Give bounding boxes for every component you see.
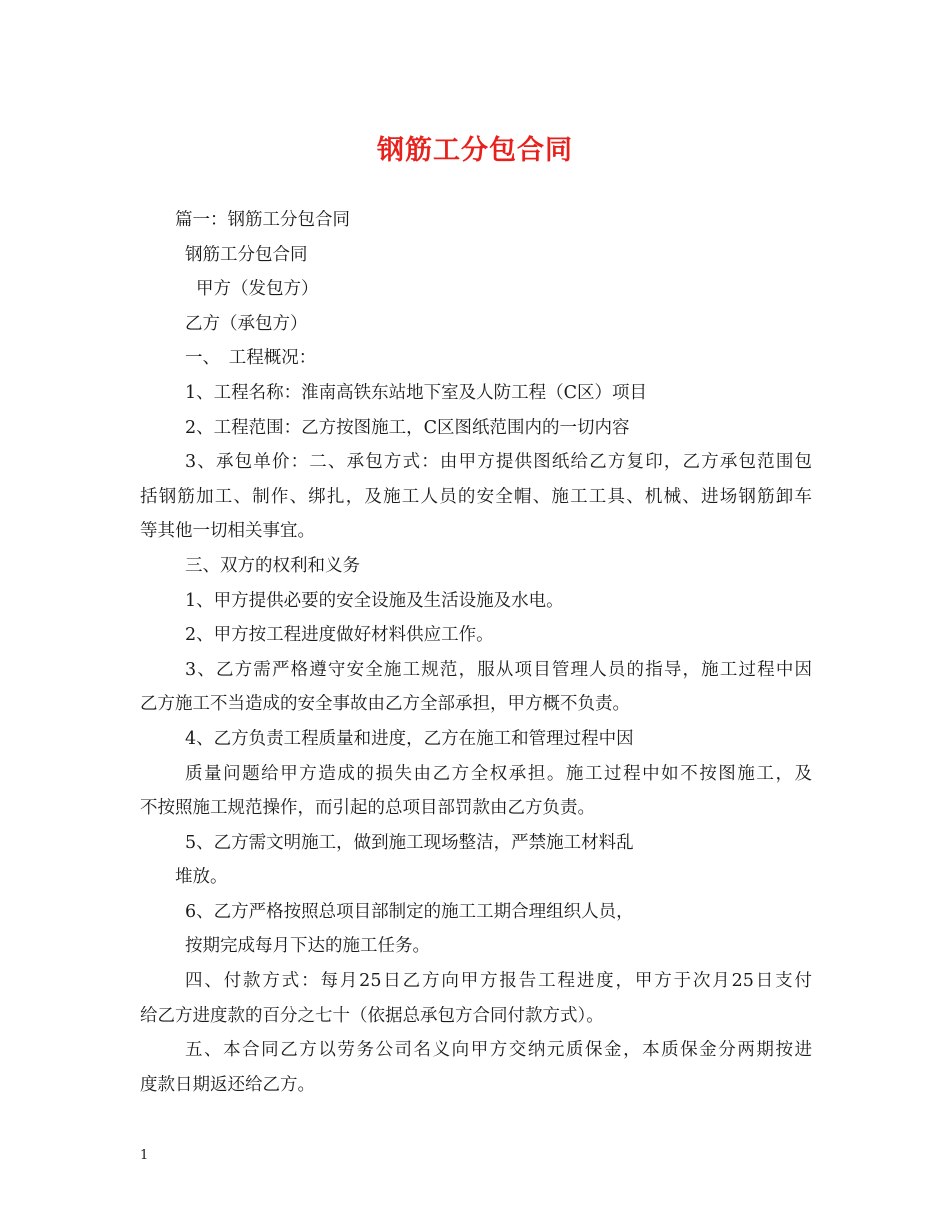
section-one-heading: 一、 工程概况： (185, 348, 317, 369)
paragraph-line: 按期完成每月下达的施工任务。 (185, 936, 430, 957)
paragraph-line: 1、甲方提供必要的安全设施及生活设施及水电。 (185, 590, 564, 611)
paragraph-line: 堆放。 (175, 867, 228, 888)
paragraph-line: 1、工程名称：淮南高铁东站地下室及人防工程（C区）项目 (185, 382, 648, 403)
document-body (140, 203, 812, 1102)
section-three-heading: 三、双方的权利和义务 (185, 555, 360, 576)
party-a-line: 甲方（发包方） (196, 279, 319, 300)
paragraph-line: 2、工程范围：乙方按图施工，C区图纸范围内的一切内容 (185, 417, 630, 438)
paragraph-line: 度款日期返还给乙方。 (140, 1074, 315, 1095)
paragraph-line: 等其他一切相关事宜。 (140, 521, 315, 542)
payment-section-line: 四、付款方式：每月25日乙方向甲方报告工程进度，甲方于次月25日支付 (185, 971, 812, 992)
paragraph-line: 给乙方进度款的百分之七十（依据总承包方合同付款方式）。 (140, 1005, 604, 1026)
paragraph-line: 2、甲方按工程进度做好材料供应工作。 (185, 625, 494, 646)
paragraph-line: 3、乙方需严格遵守安全施工规范，服从项目管理人员的指导，施工过程中因 (185, 659, 812, 680)
paragraph-line: 括钢筋加工、制作、绑扎，及施工人员的安全帽、施工工具、机械、进场钢筋卸车 (140, 486, 812, 507)
page-number: 1 (140, 1148, 149, 1163)
paragraph-line: 3、承包单价：二、承包方式：由甲方提供图纸给乙方复印，乙方承包范围包 (185, 452, 812, 473)
paragraph-line: 质量问题给甲方造成的损失由乙方全权承担。施工过程中如不按图施工，及 (185, 763, 812, 784)
deposit-section-line: 五、本合同乙方以劳务公司名义向甲方交纳元质保金，本质保金分两期按进 (185, 1040, 812, 1061)
paragraph-line: 6、乙方严格按照总项目部制定的施工工期合理组织人员， (185, 901, 634, 922)
paragraph-line: 乙方施工不当造成的安全事故由乙方全部承担，甲方概不负责。 (140, 694, 630, 715)
contract-subtitle: 钢筋工分包合同 (185, 244, 308, 265)
paragraph-line: 不按照施工规范操作，而引起的总项目部罚款由乙方负责。 (140, 798, 595, 819)
section-heading: 篇一：钢筋工分包合同 (175, 210, 350, 230)
party-b-line: 乙方（承包方） (185, 313, 308, 334)
paragraph-line: 4、乙方负责工程质量和进度，乙方在施工和管理过程中因 (185, 728, 634, 749)
document-title: 钢筋工分包合同 (377, 135, 573, 166)
paragraph-line: 5、乙方需文明施工，做到施工现场整洁，严禁施工材料乱 (185, 832, 634, 853)
